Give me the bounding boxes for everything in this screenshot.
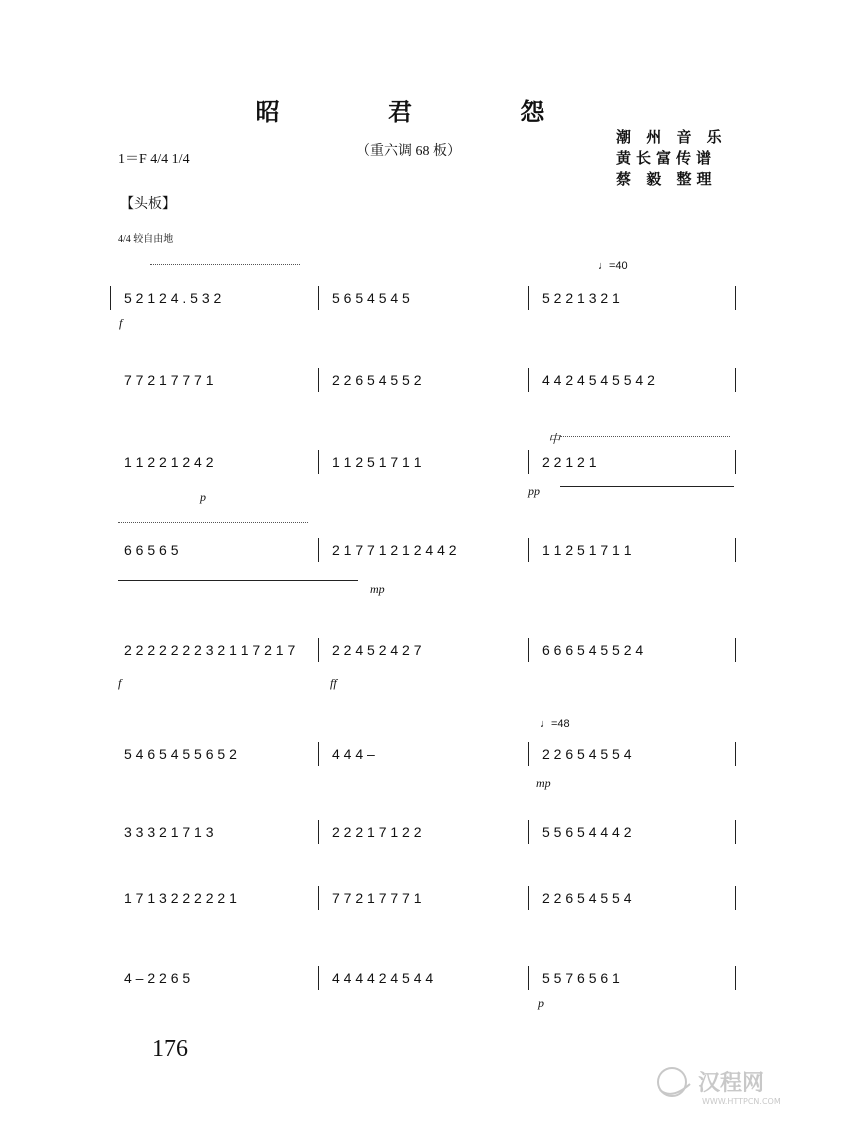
crescendo-line [118,580,358,581]
dynamic-mark: 中 [548,432,561,446]
barline [735,450,736,474]
measure: 2 2 2 2 2 2 2 3 2 1 1 7 2 1 7 [124,642,296,658]
dynamic-mark: f [119,316,123,330]
barline [110,286,111,310]
measure: 4 4 2 4 5 4 5 5 4 2 [542,372,655,388]
measure: 5 6 5 4 5 4 5 [332,290,410,306]
tempo-mark: ♩=48 [540,718,570,730]
measure: 2 1 7 7 1 2 1 2 4 4 2 [332,542,457,558]
measure: 1 7 1 3 2 2 2 2 2 1 [124,890,237,906]
dotted-line [118,522,308,523]
dynamic-mark: mp [370,582,385,596]
dotted-line [150,264,300,265]
dotted-line [560,436,730,437]
measure: 2 2 2 1 7 1 2 2 [332,824,422,840]
barline [318,886,319,910]
page-number: 176 [152,1036,188,1062]
measure: 2 2 1 2 1 [542,454,597,470]
barline [735,820,736,844]
barline [528,368,529,392]
section-label: 【头板】 [120,197,176,212]
music-system [110,970,750,1006]
key-signature: 1＝F 4/4 1/4 [118,152,190,167]
barline [318,966,319,990]
barline [735,638,736,662]
measure: 1 1 2 5 1 7 1 1 [332,454,422,470]
measure: 5 5 6 5 4 4 4 2 [542,824,632,840]
music-system [110,824,750,860]
barline [735,886,736,910]
credit-transmitter: 黄长富传谱 [616,149,717,167]
barline [318,538,319,562]
measure: 5 2 2 1 3 2 1 [542,290,620,306]
music-system [110,890,750,926]
watermark-logo [650,1060,840,1110]
barline [528,966,529,990]
dynamic-mark: p [538,996,544,1010]
credit-editor: 蔡 毅 整理 [616,170,717,188]
barline [528,886,529,910]
barline [735,538,736,562]
measure: 2 2 6 5 4 5 5 4 [542,746,632,762]
music-system [110,542,750,578]
measure: 5 5 7 6 5 6 1 [542,970,620,986]
page-title: 昭 君 怨 [255,98,595,126]
measure: 7 7 2 1 7 7 7 1 [124,372,214,388]
measure: 2 2 6 5 4 5 5 2 [332,372,422,388]
tempo-mark: ♩=40 [598,260,628,272]
barline [318,638,319,662]
barline [735,966,736,990]
music-system [110,290,750,326]
barline [318,368,319,392]
measure: 6 6 5 6 5 [124,542,179,558]
measure: 5 2 1 2 4 . 5 3 2 [124,290,222,306]
music-system [110,746,750,782]
dynamic-mark: p [200,490,206,504]
measure: 4 4 4 4 2 4 5 4 4 [332,970,434,986]
tempo-note: 4/4 较自由地 [118,234,174,245]
barline [528,538,529,562]
barline [735,286,736,310]
barline [318,820,319,844]
dynamic-mark: pp [528,484,540,498]
barline [735,368,736,392]
svg-text:WWW.HTTPCN.COM: WWW.HTTPCN.COM [702,1097,781,1106]
barline [318,286,319,310]
measure: 1 1 2 5 1 7 1 1 [542,542,632,558]
music-system [110,642,750,678]
measure: 3 3 3 2 1 7 1 3 [124,824,214,840]
dynamic-mark: ff [330,676,337,690]
measure: 7 7 2 1 7 7 7 1 [332,890,422,906]
measure: 2 2 6 5 4 5 5 4 [542,890,632,906]
credit-origin: 潮 州 音 乐 [616,128,727,146]
barline [318,450,319,474]
barline [528,450,529,474]
barline [318,742,319,766]
music-system [110,372,750,408]
measure: 6 6 6 5 4 5 5 2 4 [542,642,644,658]
measure: 4 4 4 – [332,746,375,762]
measure: 1 1 2 2 1 2 4 2 [124,454,214,470]
barline [528,638,529,662]
subtitle: （重六调 68 板） [356,144,461,159]
barline [528,820,529,844]
barline [528,742,529,766]
dynamic-mark: mp [536,776,551,790]
svg-text:汉程网: 汉程网 [698,1071,765,1096]
dynamic-mark: f [118,676,122,690]
barline [528,286,529,310]
measure: 2 2 4 5 2 4 2 7 [332,642,422,658]
measure: 4 – 2 2 6 5 [124,970,191,986]
measure: 5 4 6 5 4 5 5 6 5 2 [124,746,237,762]
barline [735,742,736,766]
music-system [110,454,750,490]
